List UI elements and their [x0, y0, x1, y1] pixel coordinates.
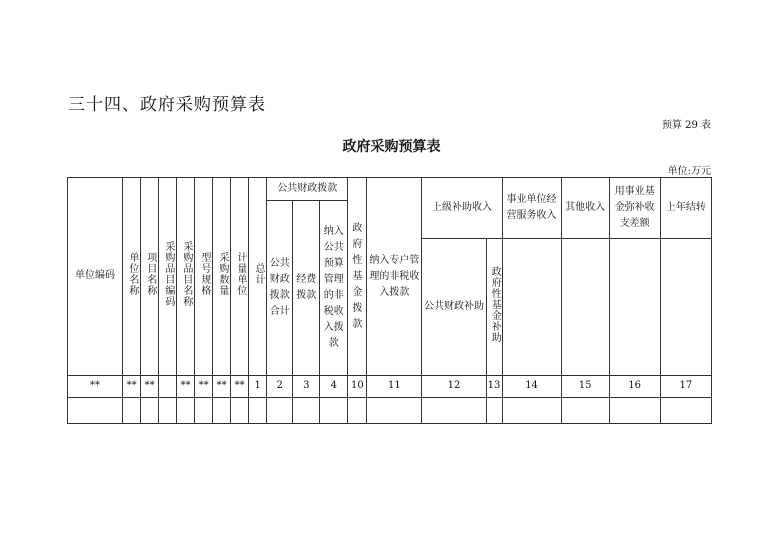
index-cell: **: [213, 376, 231, 398]
data-cell: [320, 398, 348, 424]
data-cell: [486, 398, 502, 424]
data-cell: [213, 398, 231, 424]
header-empty-1: [502, 239, 561, 376]
index-cell: **: [195, 376, 213, 398]
index-row: [68, 376, 712, 398]
index-cell: 16: [609, 376, 660, 398]
data-cell: [609, 398, 660, 424]
index-cell: 10: [348, 376, 367, 398]
index-cell: 2: [267, 376, 293, 398]
data-cell: [123, 398, 141, 424]
index-cell: 1: [249, 376, 267, 398]
header-item-code: 采购品目编码: [159, 178, 177, 376]
index-cell: 14: [502, 376, 561, 398]
header-public-finance: 公共财政拨款: [267, 178, 348, 201]
data-cell: [422, 398, 486, 424]
header-higher-public: 公共财政补助: [422, 239, 486, 376]
data-cell: [159, 398, 177, 424]
index-cell: 13: [486, 376, 502, 398]
index-cell: [159, 376, 177, 398]
header-empty-4: [660, 239, 711, 376]
data-cell: [68, 398, 123, 424]
index-cell: **: [231, 376, 249, 398]
header-higher-subsidy: 上级补助收入: [422, 178, 502, 239]
data-cell: [660, 398, 711, 424]
data-cell: [561, 398, 609, 424]
procurement-budget-table: [67, 177, 712, 424]
index-cell: 12: [422, 376, 486, 398]
data-cell: [267, 398, 293, 424]
header-higher-gov-fund: 政府性基金补助: [486, 239, 502, 376]
index-cell: 4: [320, 376, 348, 398]
header-unit-name: 单位名称: [123, 178, 141, 376]
table-number: 预算 29 表: [661, 120, 711, 131]
index-cell: **: [141, 376, 159, 398]
header-project-name: 项目名称: [141, 178, 159, 376]
header-gov-fund: 政府性基金拨款: [348, 178, 367, 376]
page-title: 政府采购预算表: [342, 139, 441, 155]
index-cell: 3: [293, 376, 320, 398]
data-cell: [249, 398, 267, 424]
index-cell: 17: [660, 376, 711, 398]
header-unit-code: 单位编码: [68, 178, 123, 376]
header-measure-unit: 计量单位: [231, 178, 249, 376]
data-cell: [348, 398, 367, 424]
index-cell: **: [177, 376, 195, 398]
unit-label: 单位:万元: [667, 166, 711, 177]
header-quantity: 采购数量: [213, 178, 231, 376]
header-item-name: 采购品目名称: [177, 178, 195, 376]
index-cell: 11: [367, 376, 422, 398]
data-cell: [141, 398, 159, 424]
header-empty-2: [561, 239, 609, 376]
data-row-empty: [68, 398, 712, 424]
header-business-income: 事业单位经营服务收入: [502, 178, 561, 239]
data-cell: [231, 398, 249, 424]
header-funds: 经费拨款: [293, 201, 320, 376]
header-non-tax: 纳入公共预算管理的非税收入拨款: [320, 201, 348, 376]
header-spec: 型号规格: [195, 178, 213, 376]
data-cell: [195, 398, 213, 424]
header-other-income: 其他收入: [561, 178, 609, 239]
header-pf-total: 公共财政拨款合计: [267, 201, 293, 376]
header-empty-3: [609, 239, 660, 376]
section-title: 三十四、政府采购预算表: [68, 95, 266, 115]
header-carryover: 上年结转: [660, 178, 711, 239]
index-cell: 15: [561, 376, 609, 398]
index-cell: **: [68, 376, 123, 398]
header-total: 总计: [249, 178, 267, 376]
index-cell: **: [123, 376, 141, 398]
data-cell: [293, 398, 320, 424]
data-cell: [367, 398, 422, 424]
data-cell: [177, 398, 195, 424]
header-fund-deficit: 用事业基金弥补收支差额: [609, 178, 660, 239]
data-cell: [502, 398, 561, 424]
header-special-non-tax: 纳入专户管理的非税收入拨款: [367, 178, 422, 376]
